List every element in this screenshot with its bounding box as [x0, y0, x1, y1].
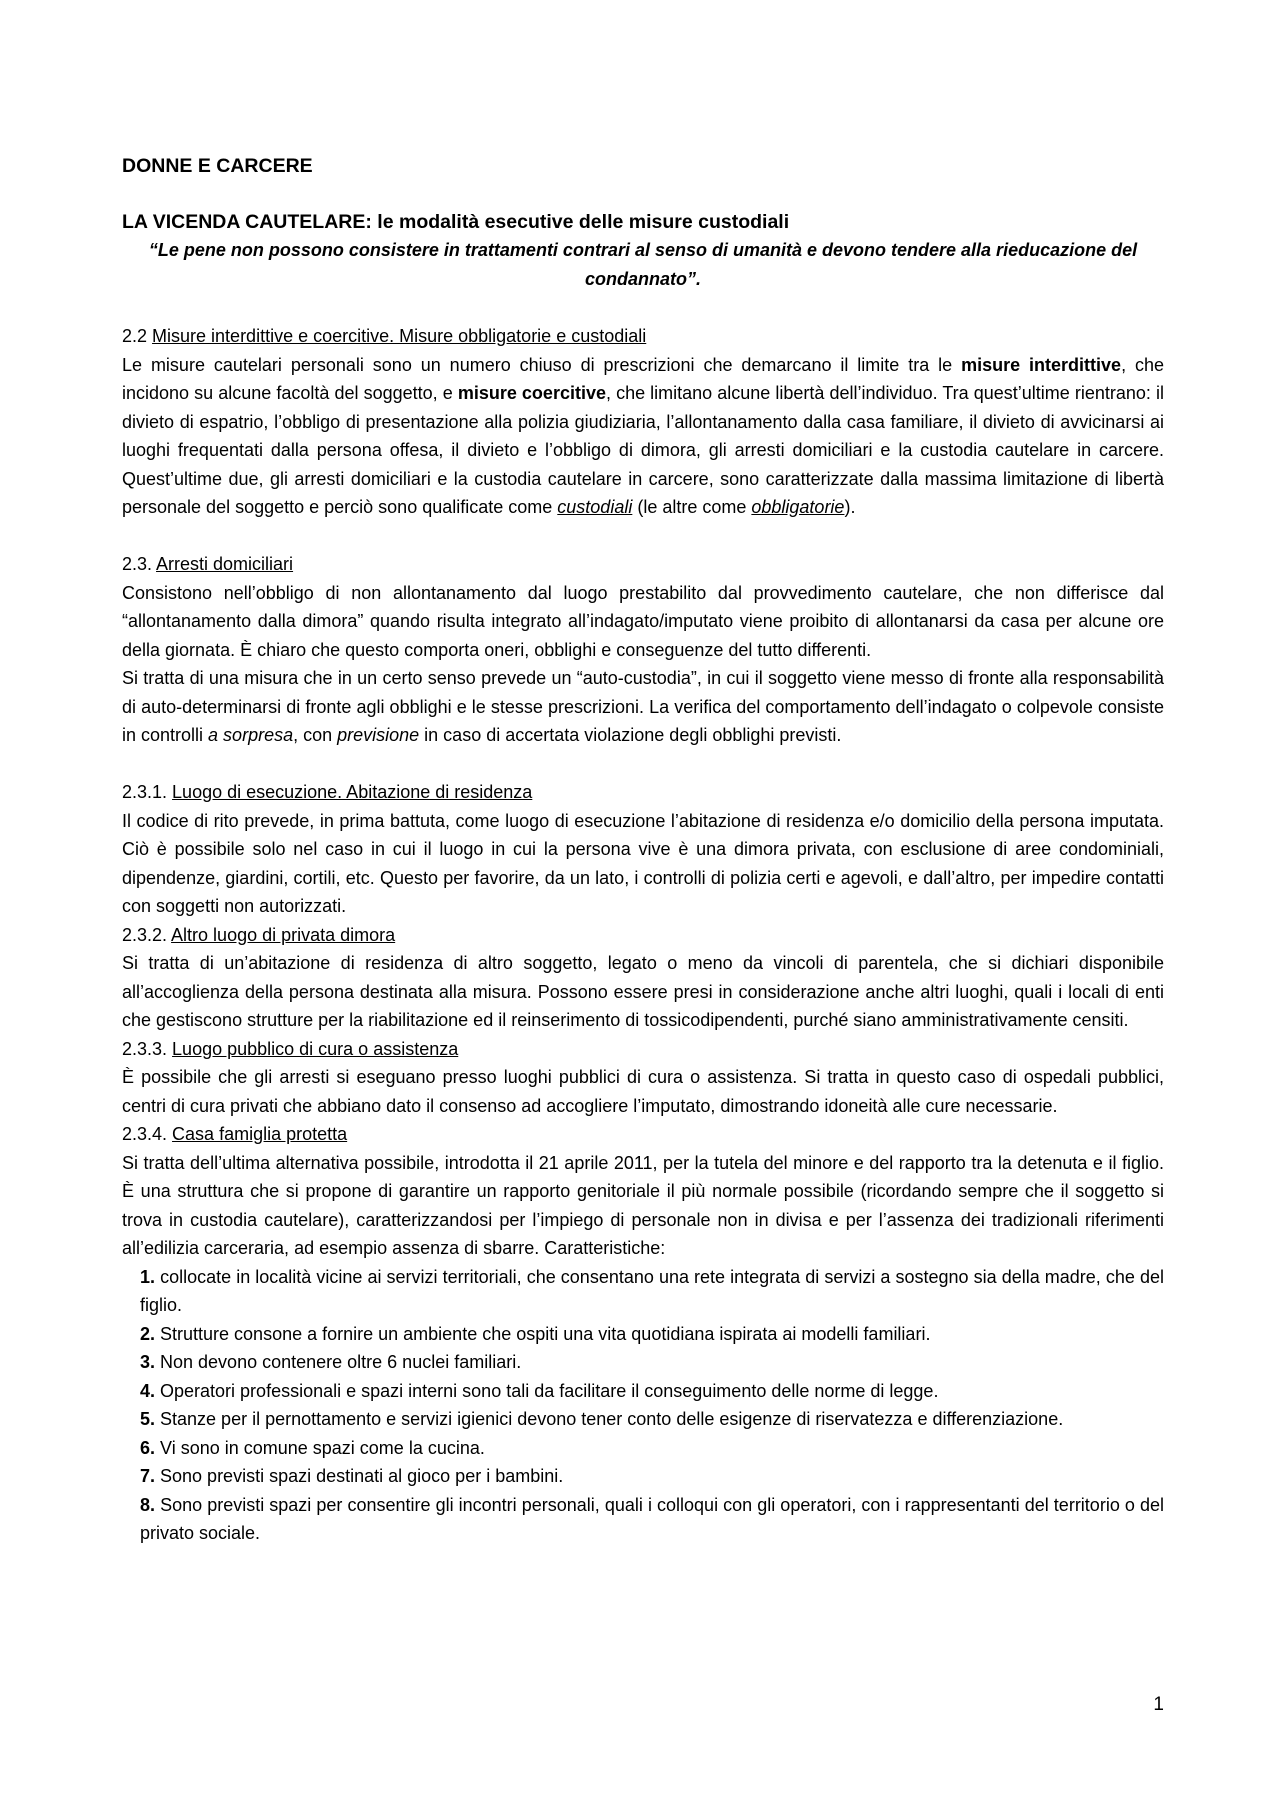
bold-term: misure coercitive [457, 383, 606, 403]
italic-term: a sorpresa [208, 725, 294, 745]
list-item-text: Sono previsti spazi per consentire gli incontri personali, quali i colloqui con gli operatori, con i rappresentanti del territorio o del privato sociale. [140, 1494, 1164, 1543]
paragraph-2-3-1: Il codice di rito prevede, in prima battuta, come luogo di esecuzione l’abitazione di residenza e/o domicilio della persona imputata. Ciò è possibile solo nel caso in cui il luogo in cui la persona vive è una dimora privata, con esclusione di aree condominiali, dipendenze, giardini, cortili, etc. Questo per favorire, da un lato, i controlli di polizia certi e agevoli, e dall’altro, per impedire contatti con soggetti non autorizzati. [122, 810, 1164, 916]
text-run: ). [844, 497, 856, 517]
italic-term: previsione [337, 725, 420, 745]
text-run: in caso di accertata violazione degli obblighi previsti. [419, 725, 842, 745]
list-item-number: 7. [140, 1466, 156, 1486]
section-number: 2.3.3. [122, 1038, 173, 1059]
section-title: Luogo pubblico di cura o assistenza [172, 1038, 459, 1059]
section-number: 2.3.4. [122, 1124, 173, 1144]
list-item [140, 1320, 1164, 1349]
chapter-title: LA VICENDA CAUTELARE: le modalità esecutive delle misure custodiali [122, 211, 790, 233]
text-run: Le misure cautelari personali sono un numero chiuso di prescrizioni che demarcano il limite tra le [122, 354, 962, 375]
list-item-text: Stanze per il pernottamento e servizi igienici devono tener conto delle esigenze di riservatezza e differenziazione. [155, 1409, 1064, 1429]
list-item-text: Vi sono in comune spazi come la cucina. [155, 1437, 485, 1458]
page-number: 1 [1153, 1694, 1164, 1715]
section-title: Altro luogo di privata dimora [171, 924, 396, 945]
text-run: , con [293, 725, 338, 745]
epigraph-quote: “Le pene non possono consistere in trattamenti contrari al senso di umanità e devono tendere alla rieducazione del condannato”. [148, 240, 1138, 289]
italic-term: custodiali [557, 497, 633, 517]
text-run: (le altre come [632, 497, 752, 517]
italic-term: obbligatorie [751, 497, 845, 517]
list-item-text: Non devono contenere oltre 6 nuclei familiari. [155, 1352, 522, 1372]
section-number: 2.2 [122, 326, 153, 346]
section-heading-2-2 [122, 322, 1164, 351]
section-heading-2-3 [122, 550, 1164, 579]
document-page [122, 152, 1164, 1548]
paragraph-2-2 [122, 351, 1164, 522]
section-number: 2.3. [122, 554, 157, 574]
paragraph-2-3-a: Consistono nell’obbligo di non allontanamento dal luogo prestabilito dal provvedimento cautelare, che non differisce dal “allontanamento dalla dimora” quando risulta integrato all’indagato/imputato viene proibito di allontanarsi da casa per alcune ore della giornata. È chiaro che questo comporta oneri, obblighi e conseguenze del tutto differenti. [122, 582, 1164, 660]
section-title: Arresti domiciliari [156, 554, 294, 574]
list-item-text: Operatori professionali e spazi interni sono tali da facilitare il conseguimento delle norme di legge. [155, 1380, 939, 1401]
text-run: , che incidono su alcune facoltà del soggetto, e [122, 354, 1165, 403]
list-item [140, 1377, 1164, 1406]
section-heading-2-3-4 [122, 1120, 1164, 1149]
section-title: Casa famiglia protetta [172, 1124, 348, 1144]
text-run: , che limitano alcune libertà dell’individuo. Tra quest’ultime rientrano: il divieto di espatrio, l’obbligo di presentazione alla polizia giudiziaria, l’allontanamento dalla casa familiare, il divieto di avvicinarsi ai luoghi frequentati dalla persona offesa, il divieto e l’obbligo di dimora, gli arresti domiciliari e la custodia cautelare in carcere. Quest’ultime due, gli arresti domiciliari e la custodia cautelare in carcere, sono caratterizzate dalla massima limitazione di libertà personale del soggetto e perciò sono qualificate come [122, 383, 1165, 517]
text-run: Si tratta di una misura che in un certo senso prevede un “auto-custodia”, in cui il soggetto viene messo di fronte alla responsabilità di auto-determinarsi di fronte agli obblighi e le stesse prescrizioni. La verifica del comportamento dell’indagato o colpevole consiste in controlli [122, 668, 1164, 745]
list-item-number: 3. [140, 1352, 156, 1372]
list-item-number: 4. [140, 1380, 156, 1401]
list-item [140, 1491, 1164, 1548]
list-item [140, 1263, 1164, 1320]
section-title: Misure interdittive e coercitive. Misure obbligatorie e custodiali [152, 326, 647, 346]
features-list [122, 1263, 1164, 1548]
list-item [140, 1348, 1164, 1377]
section-number: 2.3.2. [122, 924, 172, 945]
list-item-number: 1. [140, 1266, 156, 1287]
document-title: DONNE E CARCERE [122, 155, 313, 177]
list-item-number: 6. [140, 1437, 156, 1458]
paragraph-2-3-3: È possibile che gli arresti si eseguano presso luoghi pubblici di cura o assistenza. Si tratta in questo caso di ospedali pubblici, centri di cura privati che abbiano dato il consenso ad accogliere l’imputato, dimostrando idoneità alle cure necessarie. [122, 1067, 1164, 1116]
list-item-text: Strutture consone a fornire un ambiente che ospiti una vita quotidiana ispirata ai modelli familiari. [155, 1323, 931, 1344]
list-item-text: collocate in località vicine ai servizi territoriali, che consentano una rete integrata di servizi a sostegno sia della madre, che del figlio. [140, 1266, 1164, 1315]
section-heading-2-3-1 [122, 778, 1164, 807]
section-title: Luogo di esecuzione. Abitazione di residenza [172, 782, 533, 802]
paragraph-2-3-4: Si tratta dell’ultima alternativa possibile, introdotta il 21 aprile 2011, per la tutela del minore e del rapporto tra la detenuta e il figlio. È una struttura che si propone di garantire un rapporto genitoriale il più normale possibile (ricordando sempre che il soggetto si trova in custodia cautelare), caratterizzandosi per l’impiego di personale non in divisa e per l’assenza dei tradizionali riferimenti all’edilizia carceraria, ad esempio assenza di sbarre. Caratteristiche: [122, 1152, 1164, 1258]
bold-term: misure interdittive [961, 354, 1122, 375]
list-item-number: 5. [140, 1409, 156, 1429]
section-heading-2-3-2 [122, 921, 1164, 950]
list-item-text: Sono previsti spazi destinati al gioco per i bambini. [155, 1466, 564, 1486]
list-item [140, 1405, 1164, 1434]
list-item-number: 2. [140, 1323, 156, 1344]
section-heading-2-3-3 [122, 1035, 1164, 1064]
list-item [140, 1434, 1164, 1463]
paragraph-2-3-2: Si tratta di un’abitazione di residenza di altro soggetto, legato o meno da vincoli di parentela, che si dichiari disponibile all’accoglienza della persona destinata alla misura. Possono essere presi in considerazione anche altri luoghi, quali i locali di enti che gestiscono strutture per la riabilitazione ed il reinserimento di tossicodipendenti, purché siano amministrativamente censiti. [122, 953, 1164, 1030]
list-item [140, 1462, 1164, 1491]
paragraph-2-3-b [122, 664, 1164, 750]
section-number: 2.3.1. [122, 782, 173, 802]
list-item-number: 8. [140, 1494, 156, 1515]
